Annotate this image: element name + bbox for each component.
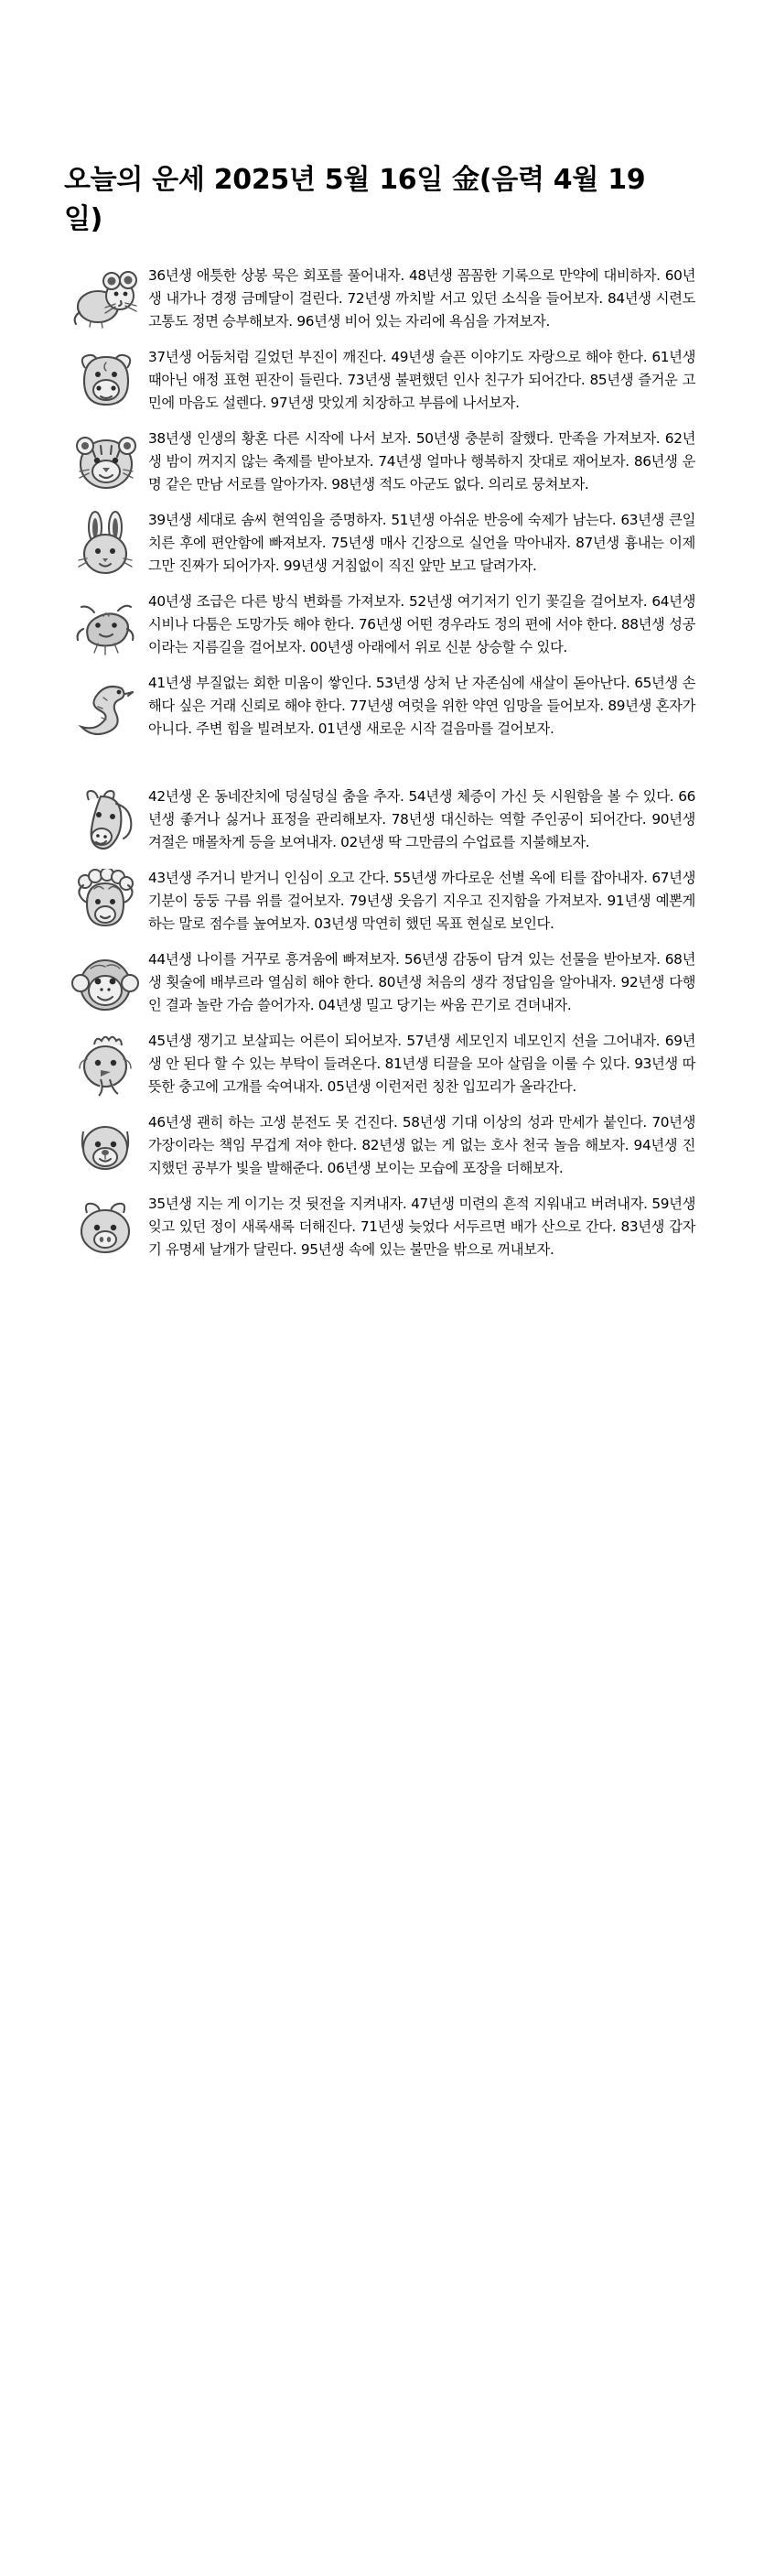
list-item [64,426,695,497]
list-item [64,344,695,416]
fortune-text: 45년생 쟁기고 보살피는 어른이 되어보자. 57년생 세모인지 네모인지 선을 그어내자. 69년생 안 된다 할 수 있는 부탁이 들려온다. 81년생 티끌을 모아 살림을 이룰 수 있다. 93년생 따뜻한 충고에 고개를 숙여내자. 05년생 이런저런 칭찬 입꼬리가 올라간다. [148,1033,695,1095]
list-item [64,670,695,741]
fortune-text: 40년생 조급은 다른 방식 변화를 가져보자. 52년생 여기저기 인기 꽃길을 걸어보자. 64년생 시비나 다툼은 도망가듯 해야 한다. 76년생 어떤 경우라도 정의 편에 서야 한다. 88년생 성공이라는 지름길을 걸어보자. 00년생 아래에서 위로 신분 상승할 수 있다. [148,593,695,655]
rabbit-icon [70,511,142,579]
zodiac-list [64,263,695,1262]
icon-cell [64,1191,148,1262]
fortune-text: 37년생 어둠처럼 길었던 부진이 깨진다. 49년생 슬픈 이야기도 자랑으로 해야 한다. 61년생 때아닌 애정 표현 핀잔이 들린다. 73년생 불편했던 인사 친구가 되어간다. 85년생 즐거운 고민에 마음도 설렌다. 97년생 맛있게 치장하고 부름에 나서보자. [148,349,695,411]
icon-cell [64,589,148,660]
icon-cell [64,865,148,936]
icon-cell [64,670,148,741]
rat-icon [70,266,142,334]
fortune-text: 41년생 부질없는 회한 미움이 쌓인다. 53년생 상처 난 자존심에 새살이 돋아난다. 65년생 손해다 싶은 거래 신뢰로 해야 한다. 77년생 여럿을 위한 약연 임망을 들어보자. 89년생 혼자가 아니다. 주변 힘을 빌려보자. 01년생 새로운 시작 걸음마를 걸어보자. [148,675,695,737]
list-item [64,1109,695,1181]
pig-icon [70,1195,142,1262]
icon-cell [64,1028,148,1099]
list-item [64,865,695,936]
icon-cell [64,263,148,334]
icon-cell [64,344,148,416]
list-item [64,507,695,579]
horse-icon [70,787,142,855]
snake-icon [70,674,142,741]
page-title: 오늘의 운세 2025년 5월 16일 金(음력 4월 19일) [64,164,646,235]
fortune-text: 46년생 괜히 하는 고생 분전도 못 건진다. 58년생 기대 이상의 성과 만세가 붙인다. 70년생 가장이라는 책임 무겁게 져야 한다. 82년생 없는 게 없는 호사 천국 놀음 해보자. 94년생 진지했던 공부가 빛을 발해준다. 06년생 보이는 모습에 포장을 더해보자. [148,1114,695,1176]
fortune-text: 44년생 나이를 거꾸로 흥겨움에 빠져보자. 56년생 감동이 담겨 있는 선물을 받아보자. 68년생 횟술에 배부르라 열심히 해야 한다. 80년생 처음의 생각 정답임을 알아내자. 92년생 다행인 결과 놀란 가슴 쓸어가자. 04년생 밀고 당기는 싸움 끈기로 견뎌내자. [148,951,695,1013]
dragon-icon [70,592,142,660]
list-item [64,1191,695,1262]
fortune-text: 39년생 세대로 솜씨 현역임을 증명하자. 51년생 아쉬운 반응에 숙제가 남는다. 63년생 큰일 치른 후에 편안함에 빠져보자. 75년생 매사 긴장으로 실언을 막아내자. 87년생 흉내는 이제 그만 진짜가 되어가자. 99년생 거침없이 직진 앞만 보고 달려가자. [148,512,695,574]
rooster-icon [70,1032,142,1099]
list-item [64,263,695,334]
list-item [64,589,695,660]
icon-cell [64,1109,148,1181]
fortune-text: 42년생 온 동네잔치에 덩실덩실 춤을 추자. 54년생 체증이 가신 듯 시원함을 볼 수 있다. 66년생 좋거나 싫거나 표정을 관리해보자. 78년생 대신하는 역할 주인공이 되어간다. 90년생 겨절은 매몰차게 등을 보여내자. 02년생 딱 그만큼의 수업료를 지불해보자. [148,788,695,850]
ox-icon [70,348,142,416]
monkey-icon [70,950,142,1018]
icon-cell [64,507,148,579]
list-item [64,1028,695,1099]
icon-cell [64,426,148,497]
fortune-text: 36년생 애틋한 상봉 묵은 회포를 풀어내자. 48년생 꼼꼼한 기록으로 만약에 대비하자. 60년생 내가나 경쟁 금메달이 걸린다. 72년생 까치발 서고 있던 소식을 들어보자. 84년생 시련도 고통도 정면 승부해보자. 96년생 비어 있는 자리에 욕심을 가져보자. [148,267,695,330]
list-item [64,784,695,855]
tiger-icon [70,429,142,497]
dog-icon [70,1113,142,1181]
fortune-text: 43년생 주거니 받거니 인심이 오고 간다. 55년생 까다로운 선별 옥에 티를 잡아내자. 67년생 기분이 둥둥 구름 위를 걸어보자. 79년생 웃음기 지우고 진지함을 가져보자. 91년생 예뽄게 하는 말로 점수를 높여보자. 03년생 막연히 했던 목표 현실로 보인다. [148,870,695,932]
icon-cell [64,947,148,1018]
content-column [64,161,695,1272]
icon-cell [64,784,148,855]
list-item [64,947,695,1018]
fortune-text: 35년생 지는 게 이기는 것 뒷전을 지켜내자. 47년생 미련의 흔적 지워내고 버려내자. 59년생 잊고 있던 정이 새록새록 더해진다. 71년생 늦었다 서두르면 배가 산으로 간다. 83년생 갑자기 유명세 날개가 달린다. 95년생 속에 있는 불만을 밖으로 꺼내보자. [148,1196,695,1258]
sheep-icon [70,869,142,936]
fortune-text: 38년생 인생의 황혼 다른 시작에 나서 보자. 50년생 충분히 잘했다. 만족을 가져보자. 62년생 밤이 꺼지지 않는 축제를 받아보자. 74년생 얼마나 행복하지 잣대로 재어보자. 86년생 운명 같은 만남 서로를 알아가자. 98년생 적도 아군도 없다. 의리로 뭉쳐보자. [148,430,695,492]
